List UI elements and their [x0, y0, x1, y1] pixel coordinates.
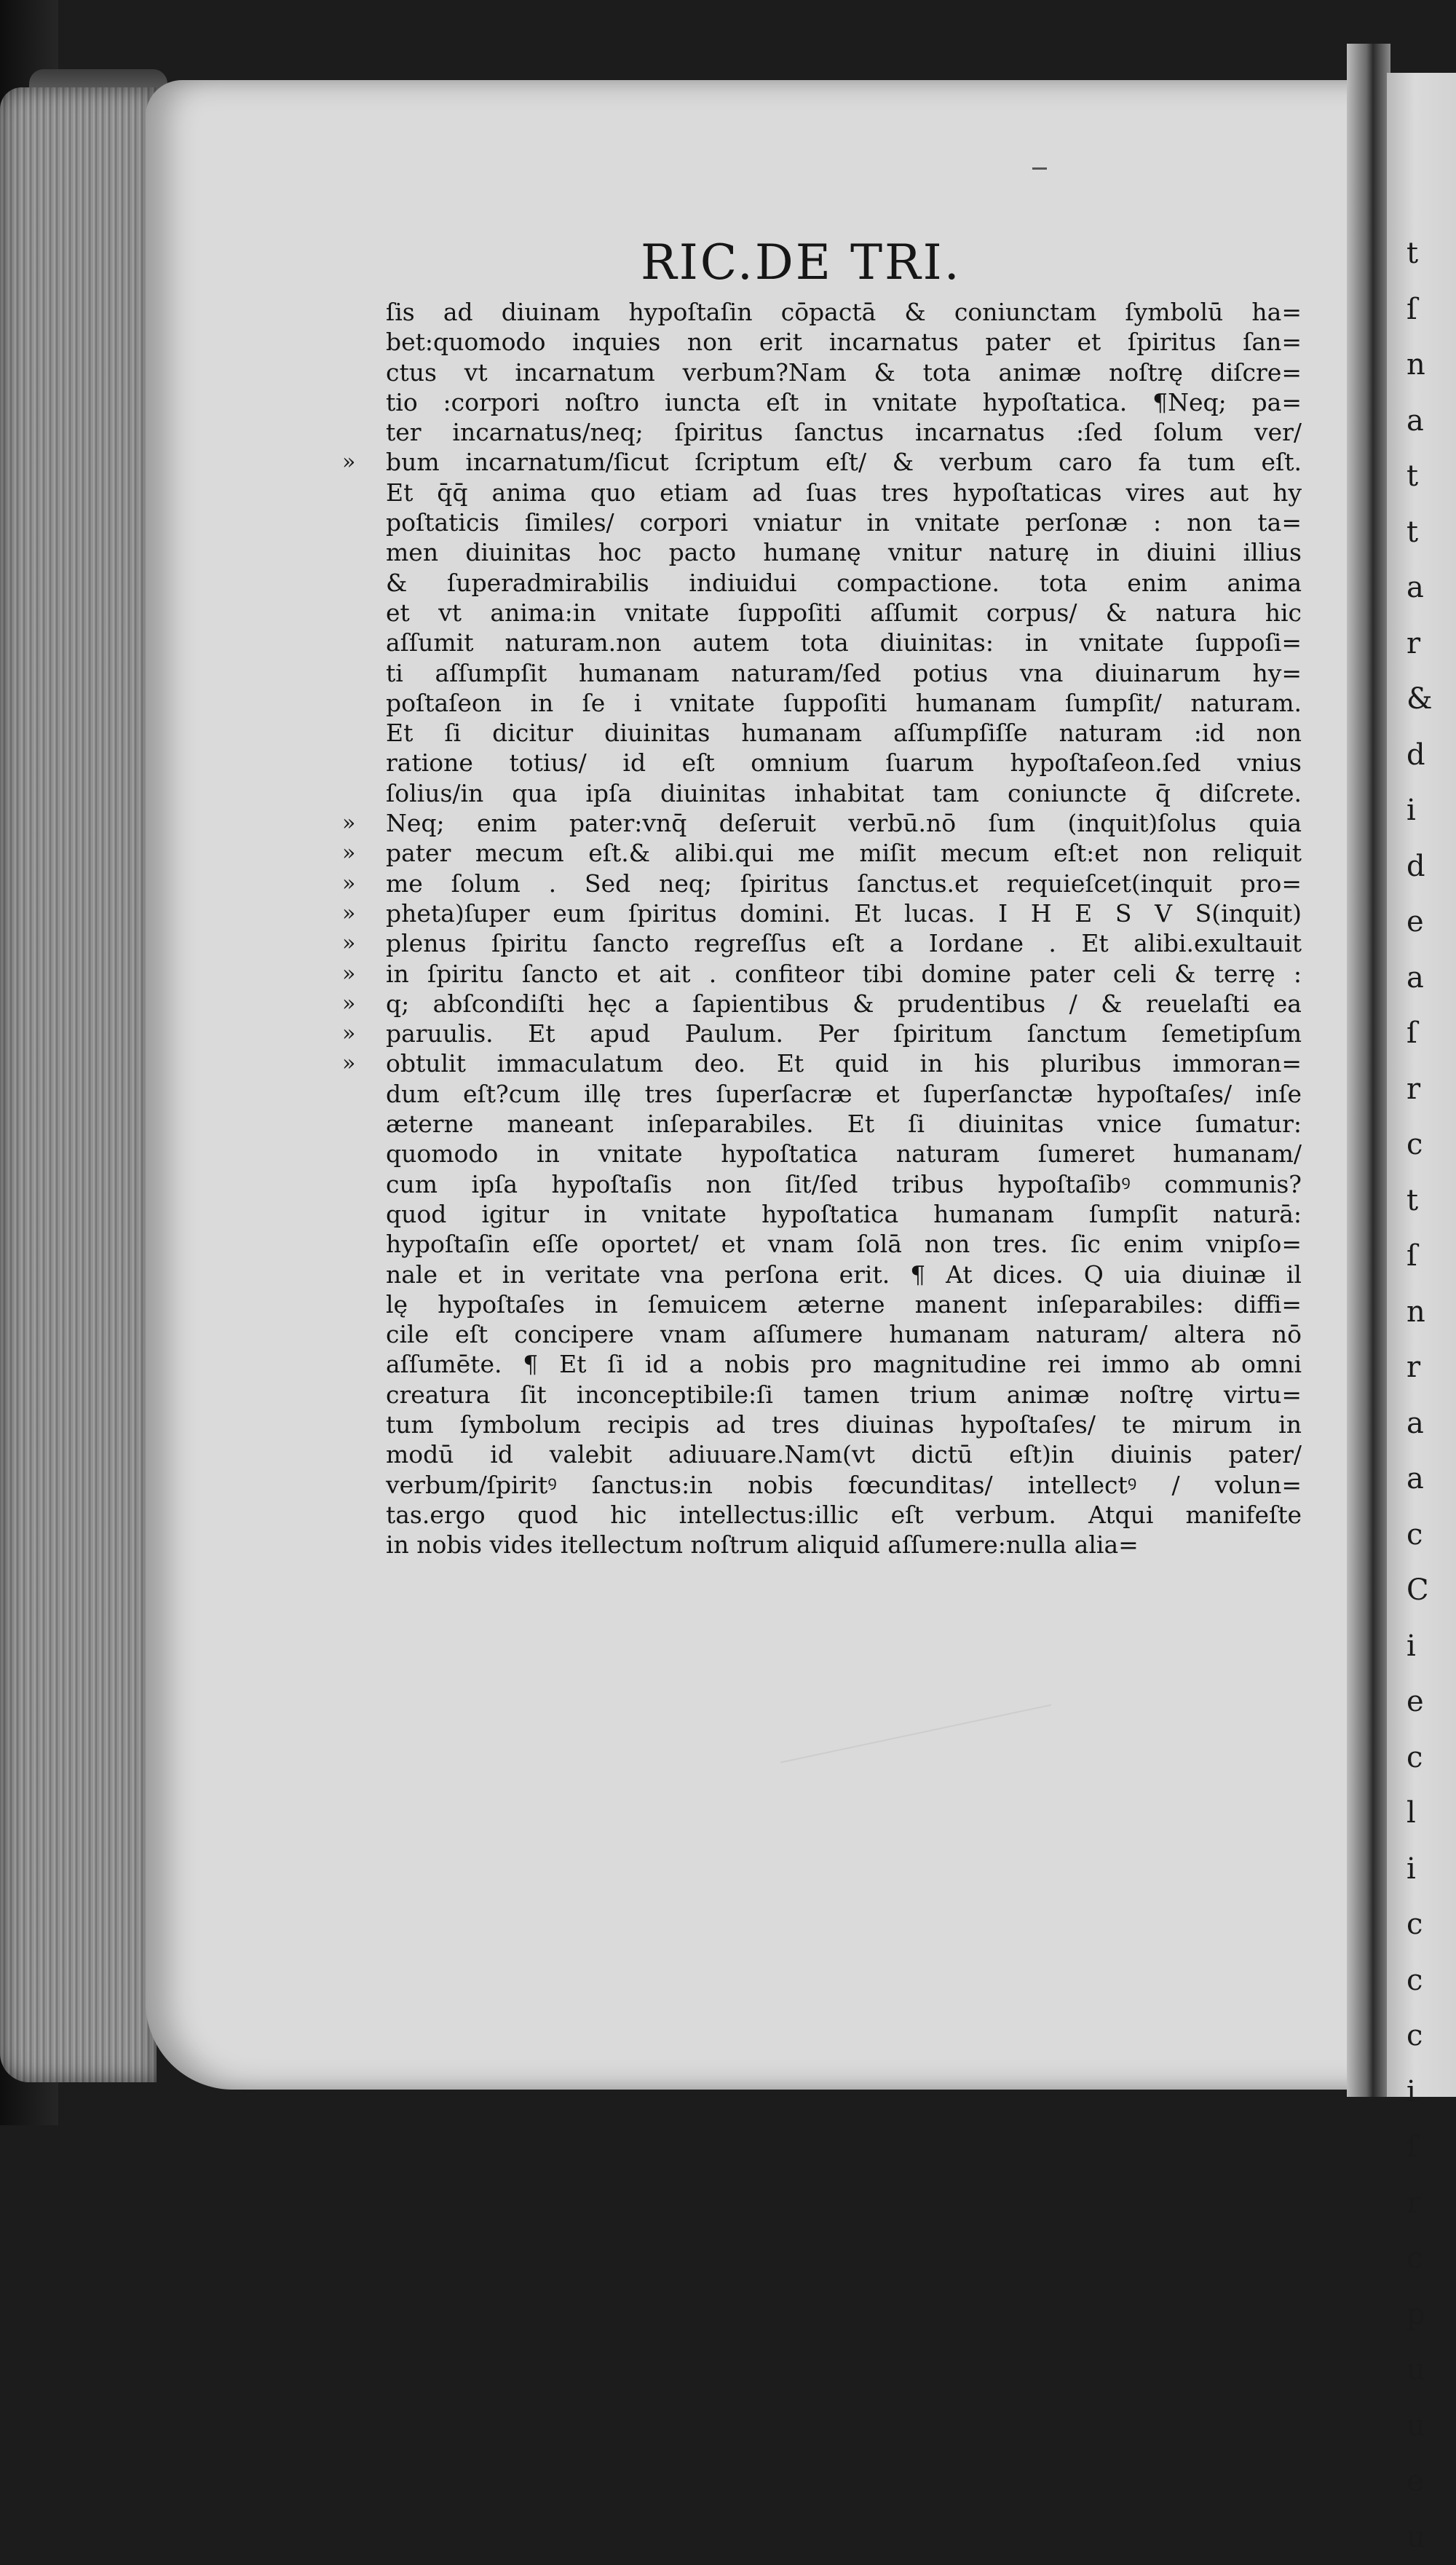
- line-text: creatura ſit inconceptibile:ſi tamen trium animæ noſtrę virtu=: [386, 1380, 1302, 1410]
- line-text: q; abſcondiſti hęc a ſapientibus & prudentibus / & reuelaſti ea: [386, 989, 1302, 1019]
- right-page-letter: i: [1406, 1841, 1450, 1897]
- right-page-letter: t: [1406, 448, 1450, 505]
- right-page-letter: ſ: [1406, 1228, 1450, 1284]
- line-text: men diuinitas hoc pacto humanę vnitur naturę in diuini illius: [386, 537, 1302, 567]
- right-page-letter: t: [1406, 1173, 1450, 1229]
- line-text: paruulis. Et apud Paulum. Per ſpiritum ſanctum ſemetipſum: [386, 1019, 1302, 1048]
- right-page-letter: r: [1406, 2175, 1450, 2232]
- line-text: me ſolum . Sed neq; ſpiritus ſanctus.et requieſcet(inquit pro=: [386, 869, 1302, 898]
- text-line: [386, 748, 1302, 778]
- line-text: poſtaticis ſimiles/ corpori vniatur in vnitate perſonæ : non ta=: [386, 507, 1302, 537]
- right-page-letter: a: [1406, 393, 1450, 449]
- text-line: [386, 1079, 1302, 1109]
- right-page-letter: ſ: [1406, 282, 1450, 338]
- right-page-letter: C: [1406, 1562, 1450, 1619]
- right-page-letter: a: [1406, 1396, 1450, 1452]
- running-header: RIC.DE TRI.: [641, 234, 962, 291]
- text-line: [386, 417, 1302, 447]
- line-text: in ſpiritu ſancto et ait . confiteor tibi domine pater celi & terrę :: [386, 959, 1302, 989]
- right-page-letter: c: [1406, 1953, 1450, 2009]
- text-line: [386, 1470, 1302, 1500]
- right-page-letter: u: [1406, 2510, 1450, 2565]
- line-text: quod igitur in vnitate hypoſtatica humanam ſumpſit naturā:: [386, 1199, 1302, 1229]
- margin-quote-mark: »: [342, 898, 355, 928]
- text-line: [386, 808, 1302, 838]
- right-page-letter: r: [1406, 1062, 1450, 1118]
- line-text: pater mecum eſt.& alibi.qui me miſit mecum eſt:et non reliquit: [386, 838, 1302, 868]
- line-text: obtulit immaculatum deo. Et quid in his pluribus immoran=: [386, 1048, 1302, 1078]
- right-page-letter: e: [1406, 894, 1450, 950]
- line-text: in nobis vides itellectum noſtrum aliquid aſſumere:nulla alia=: [386, 1530, 1302, 1560]
- text-line: [386, 568, 1302, 598]
- line-text: Neq; enim pater:vnq̄ deſeruit verbū.nō ſum (inquit)ſolus quia: [386, 808, 1302, 838]
- book-fore-edge: [0, 87, 157, 2082]
- line-text: æterne maneant inſeparabiles. Et ſi diuinitas vnice ſumatur:: [386, 1109, 1302, 1139]
- text-line: [386, 1500, 1302, 1530]
- right-page-letter: c: [1406, 1897, 1450, 1953]
- right-page-letter: p: [1406, 2287, 1450, 2343]
- text-line: [386, 1048, 1302, 1078]
- right-page-letter: a: [1406, 1451, 1450, 1507]
- text-line: [386, 1349, 1302, 1379]
- margin-quote-mark: »: [342, 838, 355, 868]
- text-line: [386, 1289, 1302, 1319]
- right-page-letter: r: [1406, 1340, 1450, 1396]
- right-page-letter: d: [1406, 727, 1450, 783]
- line-text: ſolius/in qua ipſa diuinitas inhabitat tam coniuncte q̄ diſcrete.: [386, 778, 1302, 808]
- line-text: et vt anima:in vnitate ſuppoſiti aſſumit corpus/ & natura hic: [386, 598, 1302, 628]
- right-page-letter: t: [1406, 226, 1450, 282]
- margin-quote-mark: »: [342, 447, 355, 477]
- margin-quote-mark: »: [342, 808, 355, 838]
- right-page-letter: r: [1406, 616, 1450, 672]
- right-page-letter: a: [1406, 950, 1450, 1006]
- line-text: ratione totius/ id eſt omnium ſuarum hypoſtaſeon.ſed vnius: [386, 748, 1302, 778]
- text-line: [386, 718, 1302, 748]
- right-page-letter: i: [1406, 1619, 1450, 1675]
- margin-quote-mark: »: [342, 959, 355, 989]
- text-line: [386, 959, 1302, 989]
- right-page-letter: u: [1406, 2398, 1450, 2454]
- line-text: plenus ſpiritu ſancto regreſſus eſt a Iordane . Et alibi.exultauit: [386, 928, 1302, 958]
- text-line: [386, 387, 1302, 417]
- margin-quote-mark: »: [342, 869, 355, 898]
- line-text: pheta)ſuper eum ſpiritus domini. Et lucas. I H E S V S(inquit): [386, 898, 1302, 928]
- text-line: [386, 447, 1302, 477]
- line-text: tum ſymbolum recipis ad tres diuinas hypoſtaſes/ te mirum in: [386, 1410, 1302, 1439]
- right-page-letter: c: [1406, 1507, 1450, 1563]
- line-text: lę hypoſtaſes in ſemuicem æterne manent inſeparabiles: diffi=: [386, 1289, 1302, 1319]
- right-page-letter: c: [1406, 2008, 1450, 2064]
- line-text: ter incarnatus/neq; ſpiritus ſanctus incarnatus :ſed ſolum ver/: [386, 417, 1302, 447]
- right-page-letter: d: [1406, 839, 1450, 895]
- text-line: [386, 1169, 1302, 1199]
- line-text: cile eſt concipere vnam aſſumere humanam naturam/ altera nō: [386, 1319, 1302, 1349]
- text-line: [386, 928, 1302, 958]
- right-page-letter: l: [1406, 1785, 1450, 1841]
- right-page-letter: a: [1406, 560, 1450, 616]
- line-text: bum incarnatum/ſicut ſcriptum eſt/ & verbum caro fa tum eſt.: [386, 447, 1302, 477]
- margin-quote-mark: »: [342, 928, 355, 958]
- margin-quote-mark: »: [342, 1048, 355, 1078]
- text-line: [386, 1109, 1302, 1139]
- right-page-letter: c: [1406, 2231, 1450, 2287]
- right-page-letter: ſ: [1406, 2119, 1450, 2175]
- line-text: poſtaſeon in ſe i vnitate ſuppoſiti humanam ſumpſit/ naturam.: [386, 688, 1302, 718]
- text-line: [386, 1229, 1302, 1259]
- right-page-letter: u: [1406, 2342, 1450, 2398]
- text-line: [386, 869, 1302, 898]
- text-line: [386, 1410, 1302, 1439]
- right-page-letter: i: [1406, 783, 1450, 839]
- line-text: hypoſtaſin eſſe oportet/ et vnam ſolā non tres. ſic enim vnipſo=: [386, 1229, 1302, 1259]
- text-line: [386, 327, 1302, 357]
- line-text: ſis ad diuinam hypoſtaſin cōpactā & coniunctam ſymbolū ha=: [386, 297, 1302, 327]
- text-line: [386, 1199, 1302, 1229]
- line-text: modū id valebit adiuuare.Nam(vt dictū eſt)in diuinis pater/: [386, 1439, 1302, 1469]
- text-line: [386, 357, 1302, 387]
- text-line: [386, 838, 1302, 868]
- text-line: [386, 478, 1302, 507]
- text-line: [386, 1319, 1302, 1349]
- text-line: [386, 537, 1302, 567]
- line-text: ctus vt incarnatum verbum?Nam & tota animæ noſtrę diſcre=: [386, 357, 1302, 387]
- text-line: [386, 628, 1302, 657]
- text-line: [386, 1139, 1302, 1169]
- text-line: [386, 1530, 1302, 1560]
- text-line: [386, 297, 1302, 327]
- right-page-letter: &: [1406, 671, 1450, 727]
- right-page-letter: e: [1406, 2454, 1450, 2510]
- right-page-letter: i: [1406, 2064, 1450, 2120]
- right-page-letter: n: [1406, 1284, 1450, 1340]
- text-line: [386, 688, 1302, 718]
- line-text: Et q̄q̄ anima quo etiam ad ſuas tres hypoſtaticas vires aut hy: [386, 478, 1302, 507]
- line-text: verbum/ſpiritꝰ ſanctus:in nobis fœcunditas/ intellectꝰ / volun=: [386, 1470, 1302, 1500]
- text-line: [386, 658, 1302, 688]
- line-text: aſſumit naturam.non autem tota diuinitas: in vnitate ſuppoſi=: [386, 628, 1302, 657]
- margin-quote-mark: »: [342, 989, 355, 1019]
- line-text: & ſuperadmirabilis indiuidui compactione. tota enim anima: [386, 568, 1302, 598]
- text-line: [386, 1439, 1302, 1469]
- text-line: [386, 1019, 1302, 1048]
- line-text: bet:quomodo inquies non erit incarnatus pater et ſpiritus ſan=: [386, 327, 1302, 357]
- right-page-letter: ſ: [1406, 1005, 1450, 1062]
- line-text: ti aſſumpſit humanam naturam/ſed potius vna diuinarum hy=: [386, 658, 1302, 688]
- line-text: aſſumēte. ¶ Et ſi id a nobis pro magnitudine rei immo ab omni: [386, 1349, 1302, 1379]
- line-text: dum eſt?cum illę tres ſuperſacræ et ſuperſanctæ hypoſtaſes/ inſe: [386, 1079, 1302, 1109]
- margin-quote-mark: »: [342, 1019, 355, 1048]
- text-line: [386, 989, 1302, 1019]
- line-text: Et ſi dicitur diuinitas humanam aſſumpſiſſe naturam :id non: [386, 718, 1302, 748]
- text-line: [386, 778, 1302, 808]
- body-text: [386, 297, 1302, 1560]
- line-text: cum ipſa hypoſtaſis non ſit/ſed tribus hypoſtaſibꝰ communis?: [386, 1169, 1302, 1199]
- text-line: [386, 898, 1302, 928]
- right-page-letter: e: [1406, 1674, 1450, 1730]
- right-page-letter: n: [1406, 337, 1450, 393]
- right-page-letter: c: [1406, 1730, 1450, 1786]
- right-page-letter: t: [1406, 505, 1450, 561]
- text-line: [386, 507, 1302, 537]
- line-text: tio :corpori noſtro iuncta eſt in vnitate hypoſtatica. ¶Neq; pa=: [386, 387, 1302, 417]
- text-line: [386, 598, 1302, 628]
- line-text: nale et in veritate vna perſona erit. ¶ At dices. Q uia diuinæ il: [386, 1260, 1302, 1289]
- right-page-letter: c: [1406, 1117, 1450, 1173]
- text-line: [386, 1260, 1302, 1289]
- text-line: [386, 1380, 1302, 1410]
- page-mark: [1032, 167, 1047, 170]
- line-text: quomodo in vnitate hypoſtatica naturam ſumeret humanam/: [386, 1139, 1302, 1169]
- book-gutter: [1347, 44, 1390, 2097]
- line-text: tas.ergo quod hic intellectus:illic eſt verbum. Atqui manifeſte: [386, 1500, 1302, 1530]
- right-page-letters: [1406, 226, 1450, 2565]
